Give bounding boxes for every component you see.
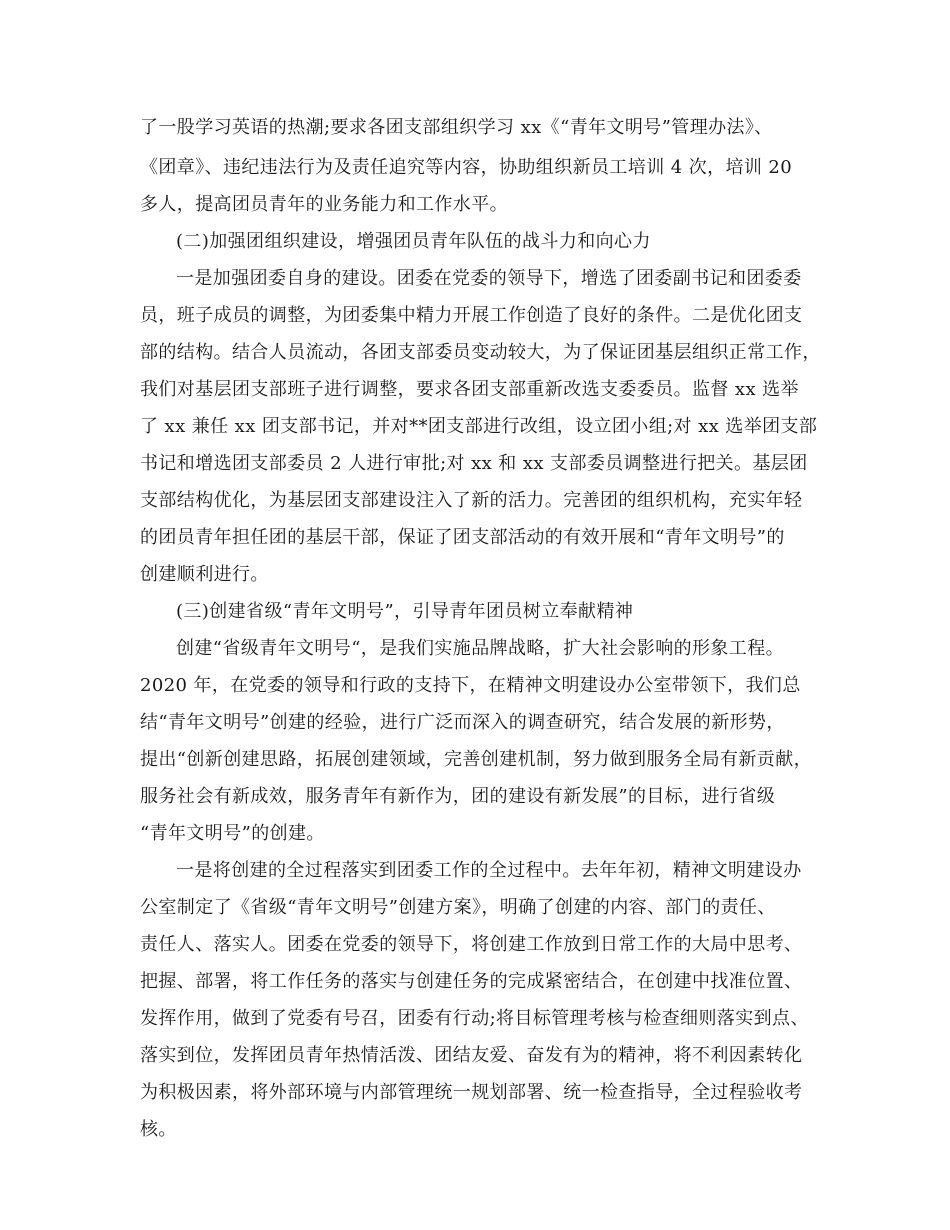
section-heading: (三)创建省级“青年文明号”，引导青年团员树立奉献精神 [176,601,634,622]
section-heading: (二)加强团组织建设，增强团员青年队伍的战斗力和向心力 [176,231,651,252]
text-line: 为积极因素，将外部环境与内部管理统一规划部署、统一检查指导，全过程验收考 [140,1082,803,1103]
text-line: 《团章》、违纪违法行为及责任追究等内容，协助组织新员工培训 4 次，培训 20 [140,157,793,178]
text-line: 公室制定了《省级“青年文明号”创建方案》，明确了创建的内容、部门的责任、 [140,897,776,918]
text-line: 服务社会有新成效，服务青年有新作为，团的建设有新发展”的目标，进行省级 [140,786,776,807]
text-line: 员，班子成员的调整，为团委集中精力开展工作创造了良好的条件。二是优化团支 [140,305,803,326]
text-line: 创建顺利进行。 [140,564,269,585]
text-line: 落实到位，发挥团员青年热情活泼、团结友爱、奋发有为的精神，将不利因素转化 [140,1045,803,1066]
text-line: 责任人、落实人。团委在党委的领导下，将创建工作放到日常工作的大局中思考、 [140,934,803,955]
text-line: 创建“省级青年文明号“，是我们实施品牌战略，扩大社会影响的形象工程。 [176,638,785,659]
text-line: 书记和增选团支部委员 2 人进行审批;对 xx 和 xx 支部委员调整进行把关。基层团 [140,453,808,474]
text-line: “青年文明号”的创建。 [140,823,325,844]
text-line: 2020 年，在党委的领导和行政的支持下，在精神文明建设办公室带领下，我们总 [140,675,801,696]
text-line: 部的结构。结合人员流动，各团支部委员变动较大，为了保证团基层组织正常工作， [140,342,821,363]
text-line: 一是将创建的全过程落实到团委工作的全过程中。去年年初，精神文明建设办 [176,860,802,881]
text-line: 了一股学习英语的热潮;要求各团支部组织学习 xx《“青年文明号”管理办法》、 [140,117,773,138]
text-line: 发挥作用，做到了党委有号召，团委有行动;将目标管理考核与检查细则落实到点、 [140,1008,809,1029]
text-line: 了 xx 兼任 xx 团支部书记，并对**团支部进行改组，设立团小组;对 xx 选举团支部 [140,416,818,437]
text-line: 的团员青年担任团的基层干部，保证了团支部活动的有效开展和“青年文明号”的 [140,527,785,548]
text-line: 把握、部署，将工作任务的落实与创建任务的完成紧密结合，在创建中找准位置、 [140,971,803,992]
text-line: 我们对基层团支部班子进行调整，要求各团支部重新改选支委委员。监督 xx 选举 [140,379,799,400]
text-line: 一是加强团委自身的建设。团委在党委的领导下，增选了团委副书记和团委委 [176,268,802,289]
text-line: 支部结构优化，为基层团支部建设注入了新的活力。完善团的组织机构，充实年轻 [140,490,803,511]
text-line: 结“青年文明号”创建的经验，进行广泛而深入的调查研究，结合发展的新形势， [140,712,785,733]
text-line: 多人，提高团员青年的业务能力和工作水平。 [140,194,508,215]
text-line: 提出“创新创建思路，拓展创建领域，完善创建机制，努力做到服务全局有新贡献， [140,749,812,770]
text-line: 核。 [140,1119,177,1140]
